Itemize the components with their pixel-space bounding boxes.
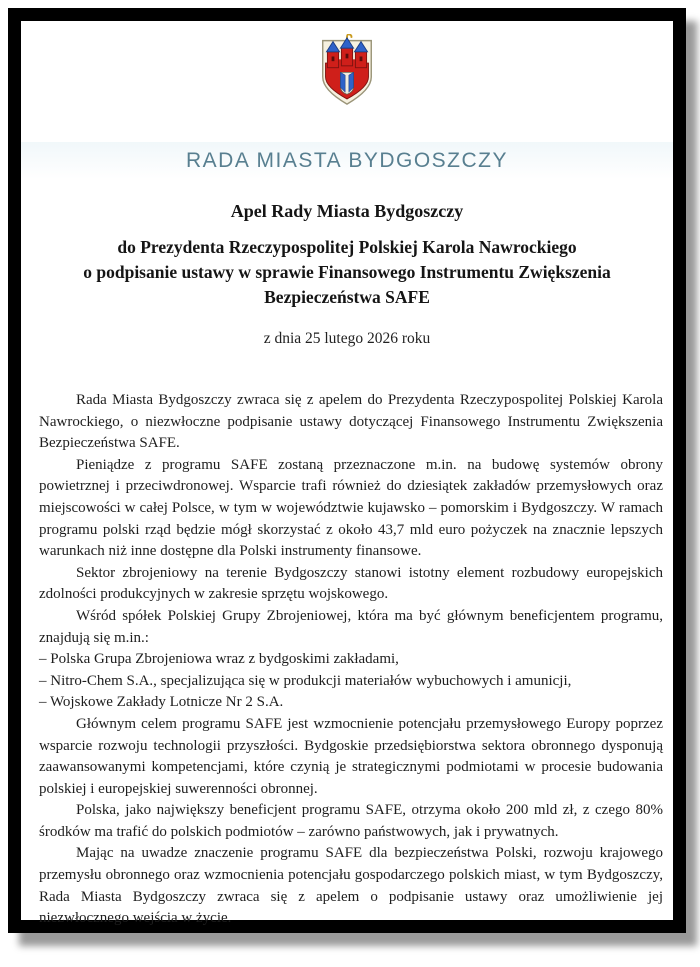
list-item: – Nitro-Chem S.A., specjalizująca się w produkcji materiałów wybuchowych i amunicji, [39,672,572,689]
subtitle-line: do Prezydenta Rzeczypospolitej Polskiej Karola Nawrockiego [117,237,577,257]
body-paragraph: Wśród spółek Polskiej Grupy Zbrojeniowej, która ma być głównym beneficjentem programu, znajdują się m.in.: [39,607,663,646]
body-paragraph: Polska, jako największy beneficjent programu SAFE, otrzyma około 200 mld zł, z czego 80% środków ma trafić do polskich podmiotów – zarówno państwowych, jak i prywatnych. [39,802,663,840]
date-line: z dnia 25 lutego 2026 roku [263,330,431,347]
bydgoszcz-coat-of-arms-icon [319,34,375,107]
body-paragraph: Pieniądze z programu SAFE zostaną przeznaczone m.in. na budowę systemów obrony powietrznej i przeciwdronowej. Wsparcie trafi również do dziesiątek zakładów przemysłowych oraz miejscowości w całej Polsce, w tym w województwie kujawsko – pomorskim i Bydgoszczy. W ramach programu polski rząd będzie mógł skorzystać z około 43,7 mld euro pożyczek na znacznie lepszych warunkach niż inne dostępne dla Polski instrumenty finansowe. [39,456,663,560]
list-item: – Polska Grupa Zbrojeniowa wraz z bydgoskimi zakładami, [39,651,399,668]
body-paragraph: Mając na uwadze znaczenie programu SAFE dla bezpieczeństwa Polski, rozwoju krajowego przemysłu obronnego oraz wzmocnienia potencjału gospodarczego polskich miast, w tym Bydgoszczy, Rada Miasta Bydgoszczy zwraca się z apelem o podpisanie ustawy oraz umożliwienie jej niezwłocznego wejścia w życie. [39,845,663,927]
body-paragraph: Sektor zbrojeniowy na terenie Bydgoszczy stanowi istotny element rozbudowy europejskich zdolności produkcyjnych w zakresie sprzętu wojskowego. [39,564,663,603]
subtitle-line: o podpisanie ustawy w sprawie Finansowego Instrumentu Zwiększenia [83,262,611,282]
appeal-subtitle [21,235,673,310]
body-paragraph: Rada Miasta Bydgoszczy zwraca się z apelem do Prezydenta Rzeczypospolitej Polskiej Karola Nawrockiego, o niezwłoczne podpisanie ustawy dotyczącej Finansowego Instrumentu Zwiększenia Bezpieczeństwa SAFE. [39,392,663,452]
coat-of-arms-wrap [21,34,673,112]
appeal-title: Apel Rady Miasta Bydgoszczy [230,201,464,221]
subtitle-line: Bezpieczeństwa SAFE [264,287,430,307]
list-item: – Wojskowe Zakłady Lotnicze Nr 2 S.A. [39,694,284,711]
organization-header: RADA MIASTA BYDGOSZCZY [21,142,673,179]
document-page [8,8,686,933]
document-body [21,390,673,930]
body-paragraph: Głównym celem programu SAFE jest wzmocnienie potencjału przemysłowego Europy poprzez wsparcie rozwoju technologii przyszłości. Bydgoskie przedsiębiorstwa sektora obronnego dysponują zaawansowanymi kompetencjami, które czynią je strategicznymi podmiotami w procesie budowania polskiej i europejskiej suwerenności obronnej. [39,715,663,797]
